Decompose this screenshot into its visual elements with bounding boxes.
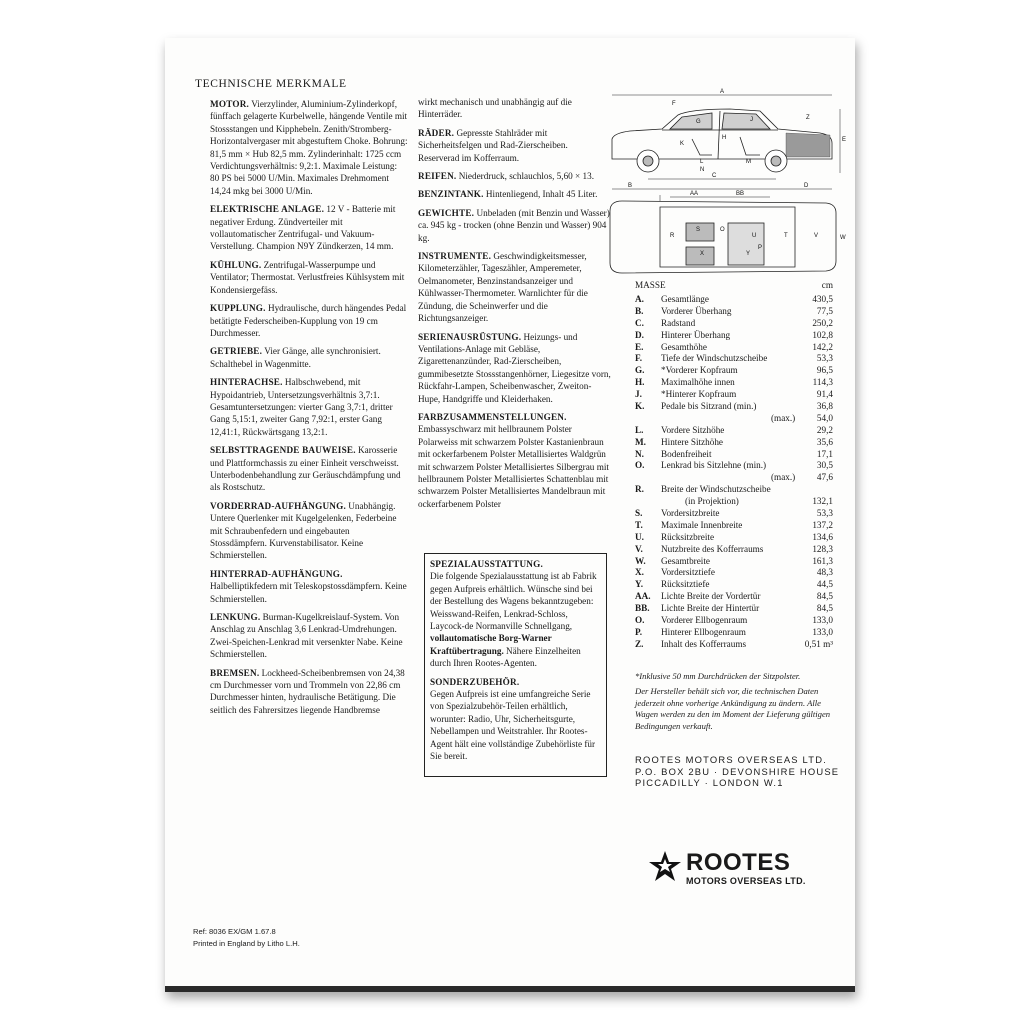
spec-heading: MOTOR. — [210, 99, 250, 109]
spec-section — [418, 250, 611, 324]
rootes-star-icon — [648, 850, 682, 884]
dimension-marker-label: K — [680, 141, 685, 147]
dimension-key: F. — [635, 353, 643, 364]
spec-text: Karosserie und Plattformchassis zu einer Einheit verschweisst. Unterbodenbehandlung zur Geräuschdämpfung und als Rostschutz. — [210, 445, 401, 493]
spec-heading: SERIENAUSRÜSTUNG. — [418, 331, 522, 342]
dimension-label: Maximale Innenbreite — [661, 519, 743, 530]
dimension-value: 133,0 — [812, 626, 833, 637]
logo-name: ROOTES — [686, 849, 791, 876]
spec-heading: GEWICHTE. — [418, 207, 475, 218]
dimension-row — [635, 449, 833, 461]
spec-section — [210, 667, 408, 717]
dimension-marker-label: C — [712, 173, 717, 179]
dimension-value: 430,5 — [812, 294, 833, 304]
dimension-label: Lenkrad bis Sitzlehne (min.) — [661, 460, 767, 471]
special-equipment-text: Die folgende Spezialausstattung ist ab Fabrik gegen Aufpreis erhältlich. Wünsche sind bei der Bestellung des Wagens bekanntzugeben: Weisswand-Reifen, Lenkrad-Schloss, Laycock-de Normanville Schnellgang, — [430, 571, 597, 632]
accessories-heading: SONDERZUBEHÖR. — [430, 676, 520, 687]
spec-text: Burman-Kugelkreislauf-System. Von Anschlag zu Anschlag 3,6 Lenkrad-Umdrehungen. Zwei-Speichen-Lenkrad mit versenkter Nabe. Keine Schmierstellen. — [210, 612, 403, 660]
spec-heading: GETRIEBE. — [210, 346, 263, 357]
special-equipment-text-2: Nähere Einzelheiten durch Ihren Rootes-Agenten. — [430, 645, 581, 669]
spec-section — [418, 188, 611, 200]
dimension-row — [635, 330, 833, 342]
dimension-row — [635, 389, 833, 401]
spec-section — [210, 568, 408, 605]
dimension-row — [635, 496, 833, 508]
address-line: P.O. BOX 2BU · DEVONSHIRE HOUSE — [635, 765, 840, 777]
dimension-key: A. — [635, 294, 644, 304]
special-equipment-bold: vollautomatische Borg-Warner Kraftübertragung. — [430, 633, 552, 656]
spec-text: Geschwindigkeitsmesser, Kilometerzähler, Tageszähler, Amperemeter, Oelmanometer, Benzinstandsanzeiger und Kühlwasser-Thermometer. Warnlichter für die Zündung, die Scheinwerfer und die Richtungsanzeiger. — [418, 251, 588, 324]
dimension-key: P. — [635, 626, 643, 637]
dimension-value: 36,8 — [816, 401, 833, 412]
spec-text: Lockheed-Scheibenbremsen von 24,38 cm Durchmesser vorn und Trommeln von 22,86 cm Durchmesser hinten, hydraulische Betätigung. Die seitlich des Fahrersitzes liegende Handbremse — [210, 667, 405, 715]
dimension-row — [635, 520, 833, 532]
dimension-label: Maximalhöhe innen — [661, 377, 735, 388]
dimension-key: BB. — [635, 603, 650, 614]
dimension-key: H. — [635, 377, 645, 388]
spec-text: Vierzylinder, Aluminium-Zylinderkopf, fünffach gelagerte Kurbelwelle, hängende Ventile mit Stossstangen und Kipphebeln. Zenith/Stromberg-Horizontalvergaser mit abgestuftem Choke. Bohrung: 81,5 mm × Hub 82,5 mm. Zylinderinhalt: 1725 ccm Verdichtungsverhältnis: 9,2:1. Maximale Leistung: 80 PS bei 5000 U/Min. Maximales Drehmoment 14,24 mkg bei 3000 U/Min. — [210, 99, 408, 196]
dimension-label: Rücksitztiefe — [661, 579, 710, 590]
dimension-key: W. — [635, 555, 646, 566]
dimension-marker-label: J — [750, 117, 753, 123]
dimension-row — [635, 294, 833, 306]
dimension-value: 96,5 — [816, 365, 833, 376]
spec-section — [210, 259, 408, 296]
spec-heading: HINTERRAD-AUFHÄNGUNG. — [210, 568, 343, 579]
spec-heading: INSTRUMENTE. — [418, 251, 492, 262]
dimension-row — [635, 306, 833, 318]
dimension-key — [635, 413, 661, 425]
spec-heading: REIFEN. — [418, 171, 457, 182]
dimensions-title: MASSE — [635, 280, 666, 290]
spec-section — [210, 376, 408, 438]
dimension-key: D. — [635, 329, 644, 340]
dimension-row — [635, 401, 833, 413]
spec-heading: KUPPLUNG. — [210, 303, 266, 314]
address-line: ROOTES MOTORS OVERSEAS LTD. — [635, 754, 827, 765]
spec-heading: FARBZUSAMMENSTELLUNGEN. — [418, 411, 567, 422]
dimension-row — [635, 377, 833, 389]
footnote: *Inklusive 50 mm Durchdrücken der Sitzpolster. — [635, 671, 801, 681]
dimension-marker-label: Y — [746, 251, 751, 257]
dimension-value: 30,5 — [816, 460, 833, 471]
dimension-marker-label: H — [722, 135, 727, 141]
dimension-row — [635, 318, 833, 330]
dimension-value: 29,2 — [816, 424, 833, 435]
dimension-marker-label: L — [700, 159, 704, 165]
dimension-key: B. — [635, 305, 644, 316]
dimension-key: N. — [635, 448, 644, 459]
special-equipment-box — [424, 553, 607, 777]
dimension-row — [635, 472, 833, 484]
dimension-label: Hinterer Überhang — [661, 329, 731, 340]
dimension-row — [635, 425, 833, 437]
dimension-label: Gesamtlänge — [661, 294, 709, 304]
spec-text: Unbeladen (mit Benzin und Wasser) ca. 945 kg - trocken (ohne Benzin und Wasser) 904 kg. — [418, 207, 610, 243]
dimension-value: 53,3 — [816, 353, 833, 364]
dimension-key — [635, 496, 661, 508]
spec-text: Vier Gänge, alle synchronisiert. Schalthebel in Wagenmitte. — [210, 346, 381, 369]
dimension-row — [635, 353, 833, 365]
spec-text: Halbelliptikfedern mit Teleskopstossdämpfern. Keine Schmierstellen. — [210, 581, 407, 604]
dimension-row — [635, 413, 833, 425]
dimension-row — [635, 460, 833, 472]
spec-text: Hintenliegend, Inhalt 45 Liter. — [485, 189, 598, 200]
special-equipment-heading: SPEZIALAUSSTATTUNG. — [430, 559, 543, 569]
spec-section — [418, 127, 611, 164]
spec-heading: RÄDER. — [418, 127, 455, 138]
dimension-marker-label: P — [758, 245, 763, 251]
spec-heading: ELEKTRISCHE ANLAGE. — [210, 204, 325, 215]
dimension-label: Bodenfreiheit — [661, 448, 712, 459]
dimension-marker-label: M — [746, 159, 751, 165]
dimension-marker-label: O — [720, 227, 725, 233]
dimension-marker-label: V — [814, 233, 819, 239]
spec-heading: LENKUNG. — [210, 612, 261, 623]
disclaimer: Der Hersteller behält sich vor, die technischen Daten jederzeit ohne vorherige Ankündigung zu ändern. Alle Wagen werden zu den im Moment der Lieferung gültigen Bedingungen verkauft. — [635, 686, 831, 731]
dimension-key: K. — [635, 401, 645, 412]
spec-section — [210, 203, 408, 253]
dimension-marker-label: X — [700, 251, 705, 257]
company-address — [635, 754, 850, 789]
spec-heading: KÜHLUNG. — [210, 259, 262, 270]
spec-section — [210, 500, 408, 562]
dimension-value: 134,6 — [812, 531, 833, 542]
dimension-value: 161,3 — [812, 555, 833, 566]
spec-section — [210, 302, 408, 339]
accessories-text: Gegen Aufpreis ist eine umfangreiche Serie von Spezialzubehör-Teilen erhältlich, worunter: Radio, Uhr, Sicherheitsgurte, Nebellampen und Weitstrahler. Ihr Rootes-Agent hält eine vollständige Zubehörliste für Sie bereit. — [430, 689, 596, 762]
dimension-row — [635, 556, 833, 568]
dimension-key: Z. — [635, 638, 644, 649]
dimension-marker-label: B — [628, 183, 633, 189]
dimension-label: Inhalt des Kofferraums — [661, 638, 747, 649]
dimension-value: 77,5 — [816, 305, 833, 316]
spec-text: Hydraulische, durch hängendes Pedal betätigte Federscheiben-Kupplung von 19 cm Durchmesser. — [210, 303, 407, 338]
dimensions-unit: cm — [821, 280, 833, 290]
spec-section — [210, 611, 408, 661]
dimension-value: 0,51 m³ — [804, 638, 833, 649]
dimensions-table — [635, 280, 833, 651]
dimension-value: 142,2 — [812, 341, 833, 352]
spec-section — [418, 96, 611, 121]
dimension-key: Y. — [635, 579, 644, 590]
dimension-label: Vordersitztiefe — [661, 567, 715, 578]
spec-section — [210, 444, 408, 494]
dimension-key: R. — [635, 484, 644, 495]
dimension-label: (max.) — [771, 472, 796, 483]
dimension-value: 53,3 — [816, 508, 833, 519]
dimension-label: Hinterer Ellbogenraum — [661, 626, 746, 637]
dimension-label: Nutzbreite des Kofferraums — [661, 543, 764, 554]
dimension-key: M. — [635, 436, 646, 447]
dimension-key: J. — [635, 389, 642, 400]
dimension-key: U. — [635, 531, 644, 542]
dimension-marker-label: AA — [690, 191, 699, 197]
dimension-label: Rücksitzbreite — [661, 531, 715, 542]
dimension-row — [635, 567, 833, 579]
dimension-row — [635, 484, 833, 496]
dimension-row — [635, 603, 833, 615]
spec-text: Heizungs- und Ventilations-Anlage mit Gebläse, Zigarettenanzünder, Rad-Zierscheiben, gummibesetzte Stossstangenhörner, Liegesitze vorn, Rückfahr-Lampen, Scheibenwascher, Zweiton-Hupe, Handgriffe und Kleiderhaken. — [418, 331, 611, 404]
spec-section — [418, 170, 611, 182]
logo-subtitle: MOTORS OVERSEAS LTD. — [686, 876, 806, 886]
spec-column-left — [210, 98, 408, 722]
car-side-view — [612, 95, 840, 189]
reference-number: Ref: 8036 EX/GM 1.67.8 — [193, 927, 276, 936]
dimension-label: Breite der Windschutzscheibe — [661, 484, 771, 495]
dimension-label: (max.) — [771, 412, 796, 423]
dimension-value: 137,2 — [812, 519, 833, 530]
dimension-label: Gesamthöhe — [661, 341, 707, 352]
dimension-row — [635, 639, 833, 651]
spec-section — [418, 207, 611, 244]
dimension-key: X. — [635, 567, 644, 578]
dimension-marker-label: U — [752, 233, 757, 239]
dimension-label: Lichte Breite der Vordertür — [661, 591, 761, 602]
car-dimension-diagram — [600, 73, 845, 273]
spec-text: wirkt mechanisch und unabhängig auf die Hinterräder. — [418, 97, 572, 120]
dimension-label: (in Projektion) — [685, 496, 739, 507]
dimension-value: 44,5 — [816, 579, 833, 590]
page-title: TECHNISCHE MERKMALE — [195, 78, 347, 90]
spec-heading: BENZINTANK. — [418, 189, 484, 200]
dimension-marker-label: BB — [736, 191, 745, 197]
dimension-marker-label: E — [842, 137, 847, 143]
spec-section — [210, 98, 408, 197]
dimension-value: 128,3 — [812, 543, 833, 554]
dimension-label: Pedale bis Sitzrand (min.) — [661, 401, 757, 412]
dimension-value: 102,8 — [812, 329, 833, 340]
dimension-value: 84,5 — [816, 603, 833, 614]
dimension-key: C. — [635, 317, 644, 328]
spec-column-middle — [418, 96, 611, 516]
dimension-key: T. — [635, 519, 643, 530]
dimension-label: Tiefe der Windschutzscheibe — [661, 353, 768, 364]
dimension-value: 91,4 — [816, 389, 833, 400]
dimension-marker-label: T — [784, 233, 788, 239]
brochure-page — [165, 38, 855, 992]
dimension-row — [635, 627, 833, 639]
spec-section — [418, 411, 611, 510]
dimension-row — [635, 532, 833, 544]
dimension-key: S. — [635, 508, 643, 519]
dimension-key: L. — [635, 424, 644, 435]
spec-heading: HINTERACHSE. — [210, 377, 283, 388]
dimension-key: G. — [635, 365, 645, 376]
printer-note: Printed in England by Litho L.H. — [193, 939, 300, 948]
spec-heading: SELBSTTRAGENDE BAUWEISE. — [210, 445, 356, 456]
dimension-value: 47,6 — [816, 472, 833, 483]
dimension-label: Vorderer Ellbogenraum — [661, 615, 748, 626]
dimension-value: 133,0 — [812, 615, 833, 626]
spec-text: Gepresste Stahlräder mit Sicherheitsfelgen und Rad-Zierscheiben. Reserverad im Kofferraum. — [418, 127, 568, 163]
dimension-key: O. — [635, 460, 645, 471]
dimension-value: 132,1 — [812, 496, 833, 507]
dimension-marker-label: S — [696, 227, 701, 233]
dimension-value: 114,3 — [812, 377, 833, 388]
dimension-marker-label: G — [696, 119, 701, 125]
dimension-marker-label: Z — [806, 115, 810, 121]
dimension-row — [635, 365, 833, 377]
dimension-marker-label: N — [700, 167, 705, 173]
dimension-key: V. — [635, 543, 643, 554]
dimension-row — [635, 544, 833, 556]
dimension-row — [635, 508, 833, 520]
dimension-value: 17,1 — [816, 448, 833, 459]
spec-text: Embassyschwarz mit hellbraunem Polster Polarweiss mit schwarzem Polster Kastanienbraun mit ockerfarbenem Polster Metallisiertes Waldgrün mit schwarzem Polster Metallisiertes Silbergrau mit hellbraunem Polster Metallisiertes Schattenblau mit schwarzem Polster Metallisiertes Mandelbraun mit ockerfarbenem Polster — [418, 424, 609, 509]
dimension-label: Gesamtbreite — [661, 555, 710, 566]
dimension-label: Lichte Breite der Hintertür — [661, 603, 760, 614]
dimension-row — [635, 579, 833, 591]
dimension-row — [635, 615, 833, 627]
dimension-value — [797, 484, 833, 496]
spec-text: Niederdruck, schlauchlos, 5,60 × 13. — [458, 171, 595, 182]
spec-section — [210, 345, 408, 370]
spec-text: Halbschwebend, mit Hypoidantrieb, Untersetzungsverhältnis 3,7:1. Gesamtuntersetzungen: vierter Gang 3,7:1, dritter Gang 5,15:1, zweiter Gang 7,92:1, erster Gang 12,41:1, Rückwärtsgang 13,2:1. — [210, 377, 393, 437]
dimension-label: Vordersitzbreite — [661, 508, 720, 519]
dimension-value: 35,6 — [816, 436, 833, 447]
car-top-view — [610, 195, 836, 273]
dimension-marker-label: R — [670, 233, 675, 239]
dimension-label: Vorderer Überhang — [661, 305, 732, 316]
dimension-row — [635, 342, 833, 354]
spec-heading: VORDERRAD-AUFHÄNGUNG. — [210, 500, 346, 511]
spec-text: Zentrifugal-Wasserpumpe und Ventilator; Thermostat. Verlustfreies Kühlsystem mit Kondensiergefäss. — [210, 259, 405, 295]
dimension-marker-label: F — [672, 101, 676, 107]
spec-heading: BREMSEN. — [210, 667, 260, 678]
address-line: PICCADILLY · LONDON W.1 — [635, 777, 784, 788]
dimension-label: *Vorderer Kopfraum — [661, 365, 738, 376]
dimension-label: Hintere Sitzhöhe — [661, 436, 723, 447]
spec-text: 12 V - Batterie mit negativer Erdung. Zündverteiler mit vollautomatischer Zentrifugal- und Vakuum-Verstellung. Champion N9Y Zündkerzen, 14 mm. — [210, 204, 396, 252]
dimension-marker-label: A — [720, 89, 725, 95]
dimension-value: 48,3 — [816, 567, 833, 578]
dimension-key: E. — [635, 341, 644, 352]
dimension-label: Radstand — [661, 317, 696, 328]
dimension-marker-label: W — [840, 235, 846, 241]
spec-section — [418, 331, 611, 405]
rootes-logo — [648, 848, 838, 892]
dimension-value: 54,0 — [816, 412, 833, 423]
dimension-key: AA. — [635, 591, 651, 602]
spec-text: Unabhängig. Untere Querlenker mit Kugelgelenken, Federbeine mit Schraubenfedern und eingebauten Stossdämpfern. Kurvenstabilisator. Keine Schmierstellen. — [210, 500, 397, 561]
dimension-key: O. — [635, 615, 645, 626]
dimension-label: Vordere Sitzhöhe — [661, 424, 725, 435]
dimension-row — [635, 591, 833, 603]
dimension-row — [635, 437, 833, 449]
dimension-marker-label: D — [804, 183, 809, 189]
dimension-key — [635, 472, 661, 484]
dimension-label: *Hinterer Kopfraum — [661, 389, 737, 400]
dimension-value: 84,5 — [816, 591, 833, 602]
dimension-value: 250,2 — [812, 317, 833, 328]
